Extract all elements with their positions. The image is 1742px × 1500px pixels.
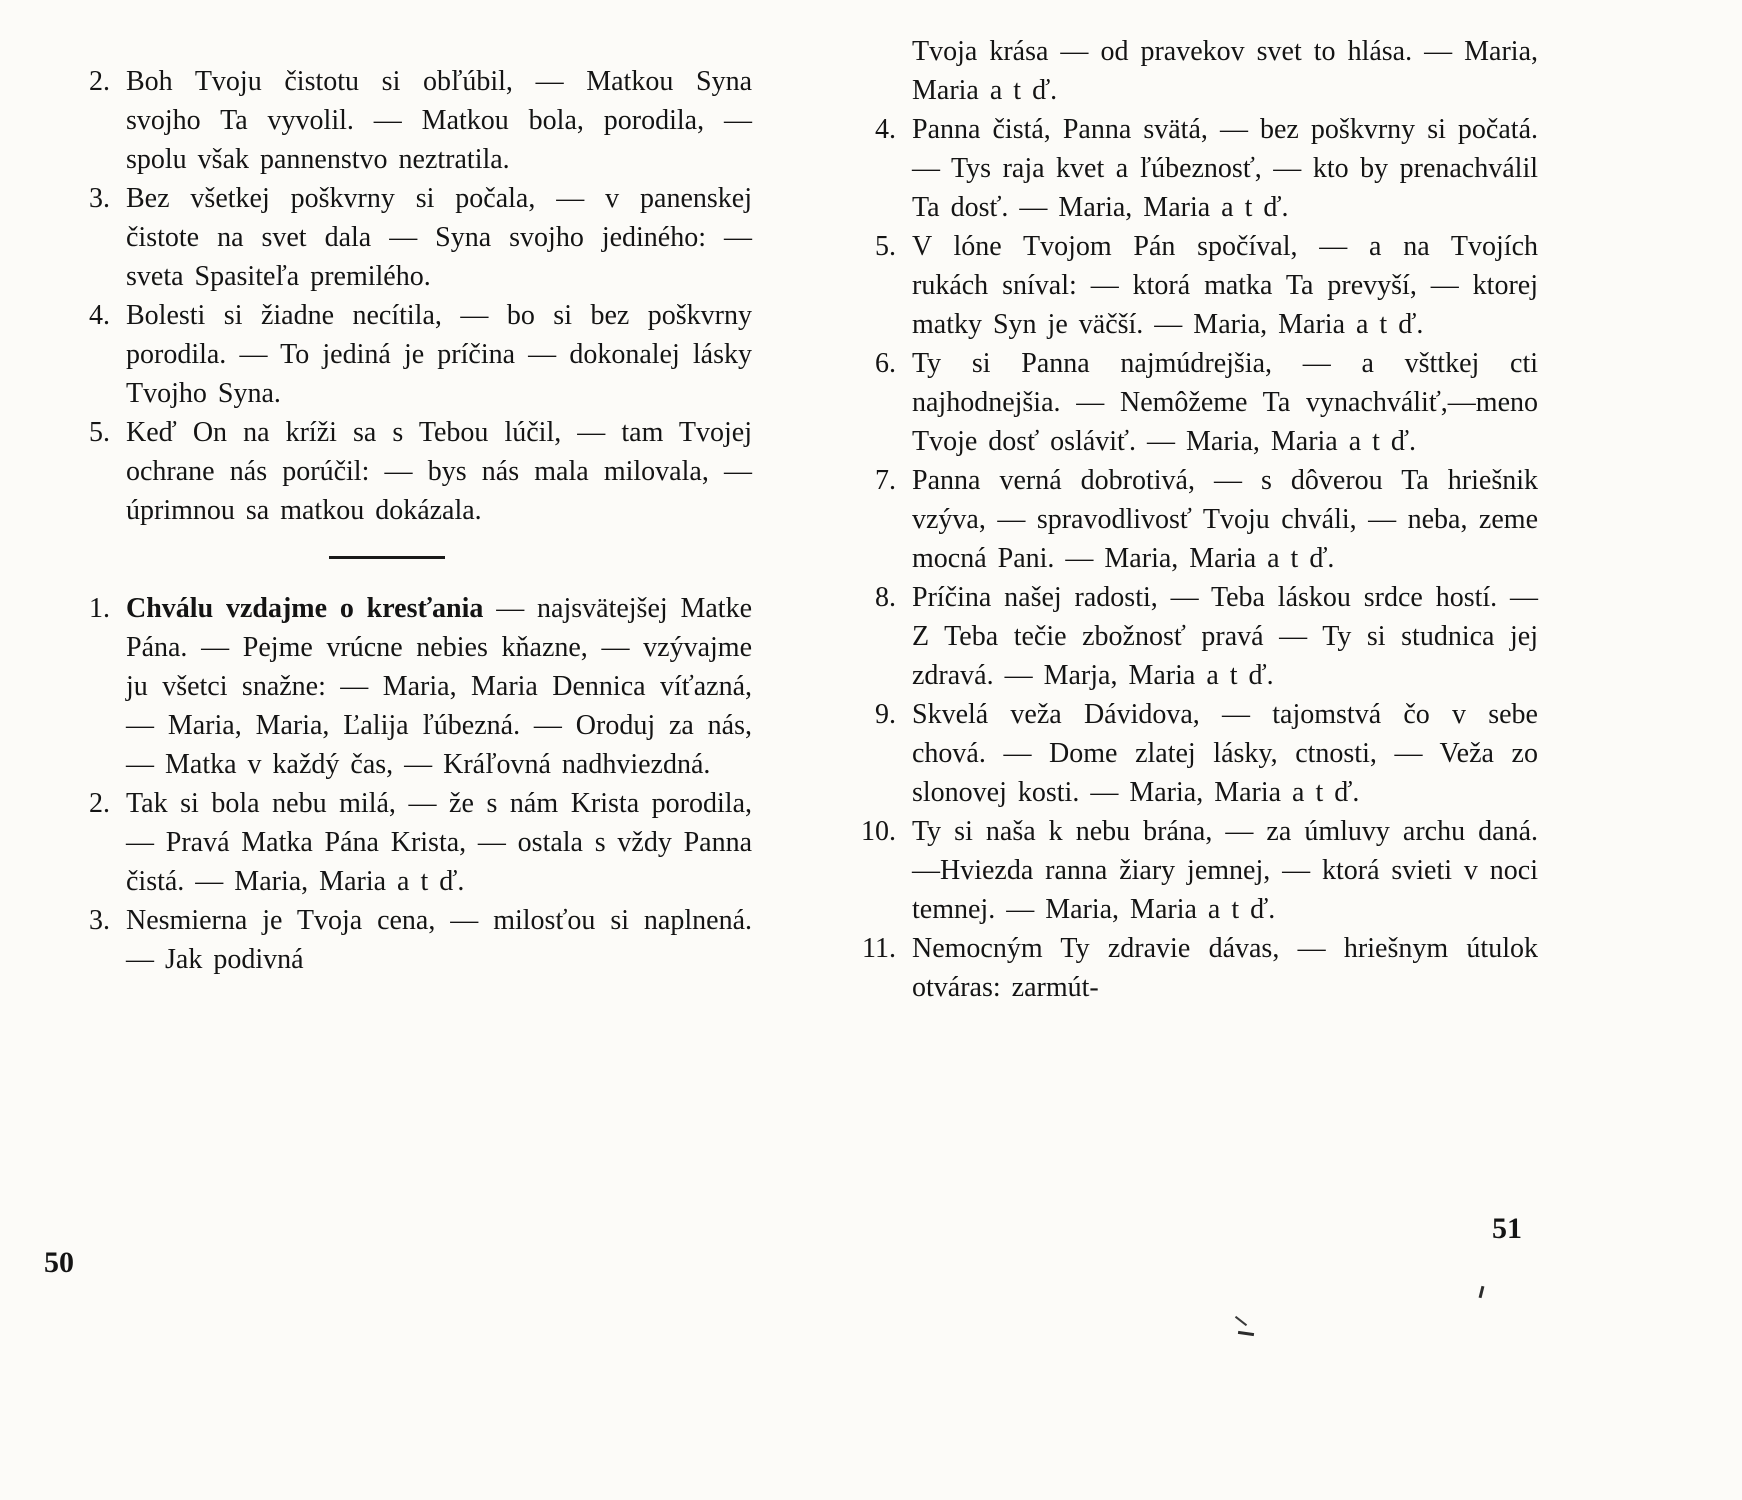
continuation-text: Tvoja krása — od pravekov svet to hlása. — Maria, Maria a t ď. <box>912 36 1538 106</box>
list-item <box>52 62 752 179</box>
item-text: Bolesti si žiadne necítila, — bo si bez poškvrny porodila. — To jediná je príčina — dokonalej lásky Tvojho Syna. <box>126 300 752 409</box>
item-text: Nemocným Ty zdravie dávas, — hriešnym útulok otváras: zarmút- <box>912 933 1538 1003</box>
ink-smudge-mark <box>1232 1318 1258 1348</box>
list-item <box>838 227 1538 344</box>
list-item <box>52 901 752 979</box>
item-text: Panna čistá, Panna svätá, — bez poškvrny si počatá. — Tys raja kvet a ľúbeznosť, — kto by prenachválil Ta dosť. — Maria, Maria a t ď. <box>912 114 1538 223</box>
list-item <box>838 344 1538 461</box>
item-number: 11. <box>862 933 896 964</box>
item-number: 5. <box>89 417 110 448</box>
item-number: 3. <box>89 905 110 936</box>
item-text: Boh Tvoju čistotu si obľúbil, — Matkou Syna svojho Ta vyvolil. — Matkou bola, porodila, — spolu však pannenstvo neztratila. <box>126 66 752 175</box>
item-number: 2. <box>89 788 110 819</box>
list-item <box>838 695 1538 812</box>
list-item <box>838 929 1538 1007</box>
item-number: 8. <box>875 582 896 613</box>
item-text: Tak si bola nebu milá, — že s nám Krista porodila, — Pravá Matka Pána Krista, — ostala s vždy Panna čistá. — Maria, Maria a t ď. <box>126 788 752 897</box>
item-text-rest: — najsvätejšej Matke Pána. — Pejme vrúcne nebies kňazne, — vzývajme ju všetci snažne: — Maria, Maria Dennica víťazná, — Maria, Maria, Ľalija ľúbezná. — Oroduj za nás, — Matka v každý čas, — Kráľovná nadhviezdná. <box>126 593 753 780</box>
page-number-right: 51 <box>1492 1212 1522 1245</box>
item-text: Príčina našej radosti, — Teba láskou srdce hostí. — Z Teba tečie zbožnosť pravá — Ty si studnica jej zdravá. — Marja, Maria a t ď. <box>912 582 1538 691</box>
item-number: 4. <box>89 300 110 331</box>
item-number: 1. <box>89 593 110 624</box>
list-item <box>52 179 752 296</box>
page-number-left: 50 <box>44 1246 74 1279</box>
item-lead-bold: Chválu vzdajme o kresťania <box>126 593 484 624</box>
item-number: 3. <box>89 183 110 214</box>
list-item <box>838 461 1538 578</box>
item-text: Ty si Panna najmúdrejšia, — a všttkej cti najhodnejšia. — Nemôžeme Ta vynachváliť,—meno Tvoje dosť osláviť. — Maria, Maria a t ď. <box>912 348 1538 457</box>
item-text: Keď On na kríži sa s Tebou lúčil, — tam Tvojej ochrane nás porúčil: — bys nás mala milovala, — úprimnou sa matkou dokázala. <box>126 417 752 526</box>
item-number: 7. <box>875 465 896 496</box>
item-text: Skvelá veža Dávidova, — tajomstvá čo v sebe chová. — Dome zlatej lásky, ctnosti, — Veža zo slonovej kosti. — Maria, Maria a t ď. <box>912 699 1538 808</box>
list-item <box>52 589 752 784</box>
item-number: 2. <box>89 66 110 97</box>
item-number: 5. <box>875 231 896 262</box>
item-number: 4. <box>875 114 896 145</box>
section-divider <box>329 556 445 559</box>
item-text: Nesmierna je Tvoja cena, — milosťou si naplnená. — Jak podivná <box>126 905 752 975</box>
list-item <box>52 296 752 413</box>
list-item <box>838 578 1538 695</box>
item-number: 6. <box>875 348 896 379</box>
item-number: 10. <box>861 816 896 847</box>
item-text <box>126 589 752 784</box>
list-item <box>52 784 752 901</box>
page-left-column <box>52 62 752 979</box>
item-text: Ty si naša k nebu brána, — za úmluvy archu daná.—Hviezda ranna žiary jemnej, — ktorá svieti v noci temnej. — Maria, Maria a t ď. <box>912 816 1538 925</box>
list-item <box>838 110 1538 227</box>
list-item <box>838 812 1538 929</box>
page-right-column <box>838 32 1538 1007</box>
list-item <box>52 413 752 530</box>
item-text: V lóne Tvojom Pán spočíval, — a na Tvojích rukách sníval: — ktorá matka Ta prevyší, — ktorej matky Syn je väčší. — Maria, Maria a t ď. <box>912 231 1538 340</box>
item-number: 9. <box>875 699 896 730</box>
ink-speck-mark <box>1478 1286 1484 1300</box>
item-text: Bez všetkej poškvrny si počala, — v panenskej čistote na svet dala — Syna svojho jediného: — sveta Spasiteľa premilého. <box>126 183 752 292</box>
item-text: Panna verná dobrotivá, — s dôverou Ta hriešnik vzýva, — spravodlivosť Tvoju chváli, — neba, zeme mocná Pani. — Maria, Maria a t ď. <box>912 465 1538 574</box>
